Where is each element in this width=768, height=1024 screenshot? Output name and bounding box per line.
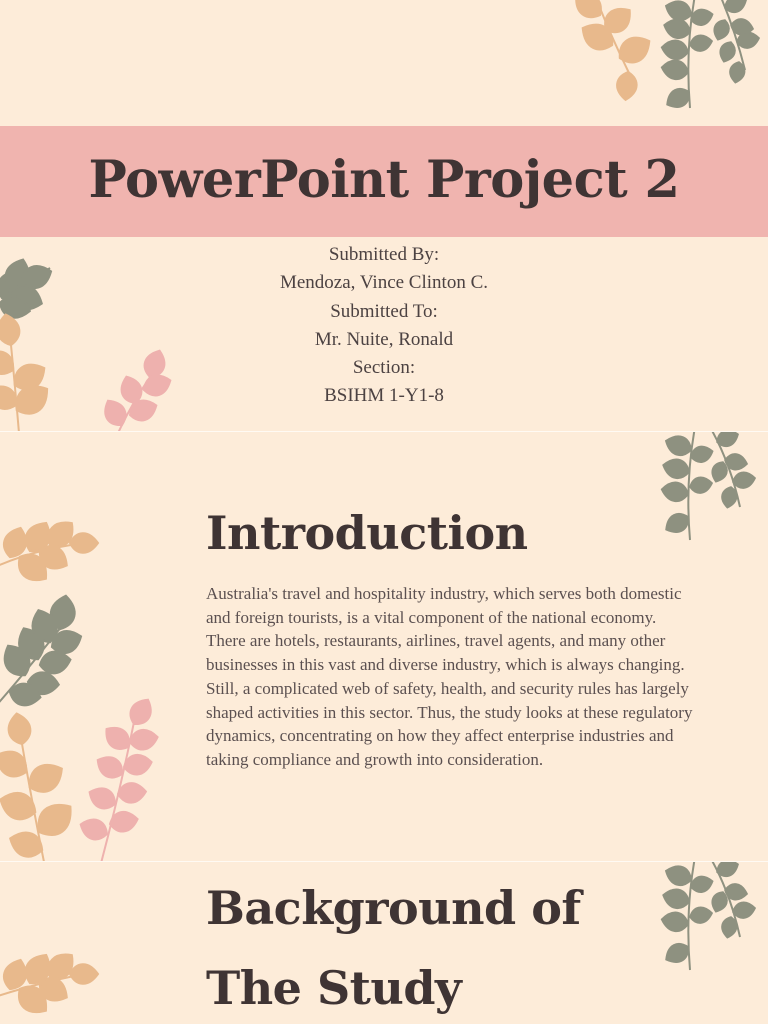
submitted-by-value: Mendoza, Vince Clinton C. [279,272,488,294]
background-heading-line1: Background of [206,881,581,935]
orange-leaf-branch-icon [0,507,100,587]
submitted-by-label: Submitted By: [328,244,440,265]
pink-leaf-branch-icon [100,365,170,431]
title-slide [0,0,768,431]
introduction-paragraph: Australia's travel and hospitality industry, which serves both domestic and foreign tourists, is a vital component of the national economy. There are hotels, restaurants, airlines, travel agents, and many other businesses in this vast and diverse industry, which is always changing. Still, a complicated web of safety, health, and security rules has largely shaped activities in this sector. Thus, the study looks at these regulatory dynamics, concentrating on how they affect enterprise industries and taking compliance and growth into consideration. [206,584,693,769]
page-title: PowerPoint Project 2 [88,150,680,210]
green-leaf-branch-icon [655,432,765,552]
orange-leaf-branch-icon [0,937,100,1017]
section-label: Section: [352,357,416,379]
green-leaf-branch-icon [655,0,765,120]
background-slide [0,862,768,1024]
pink-leaf-branch-icon [80,712,160,861]
introduction-slide [0,432,768,861]
section-value: BSIHM 1-Y1-8 [324,385,444,407]
background-heading [206,868,581,1024]
background-heading-line2: The Study [206,961,462,1015]
orange-leaf-branch-icon [560,0,670,90]
green-leaf-branch-icon [655,862,765,982]
submitted-to-value: Mr. Nuite, Ronald [314,328,454,350]
green-leaf-branch-icon [0,607,90,717]
submitted-to-label: Submitted To: [330,300,438,322]
orange-leaf-branch-icon [0,335,80,431]
introduction-heading: Introduction [206,506,528,560]
